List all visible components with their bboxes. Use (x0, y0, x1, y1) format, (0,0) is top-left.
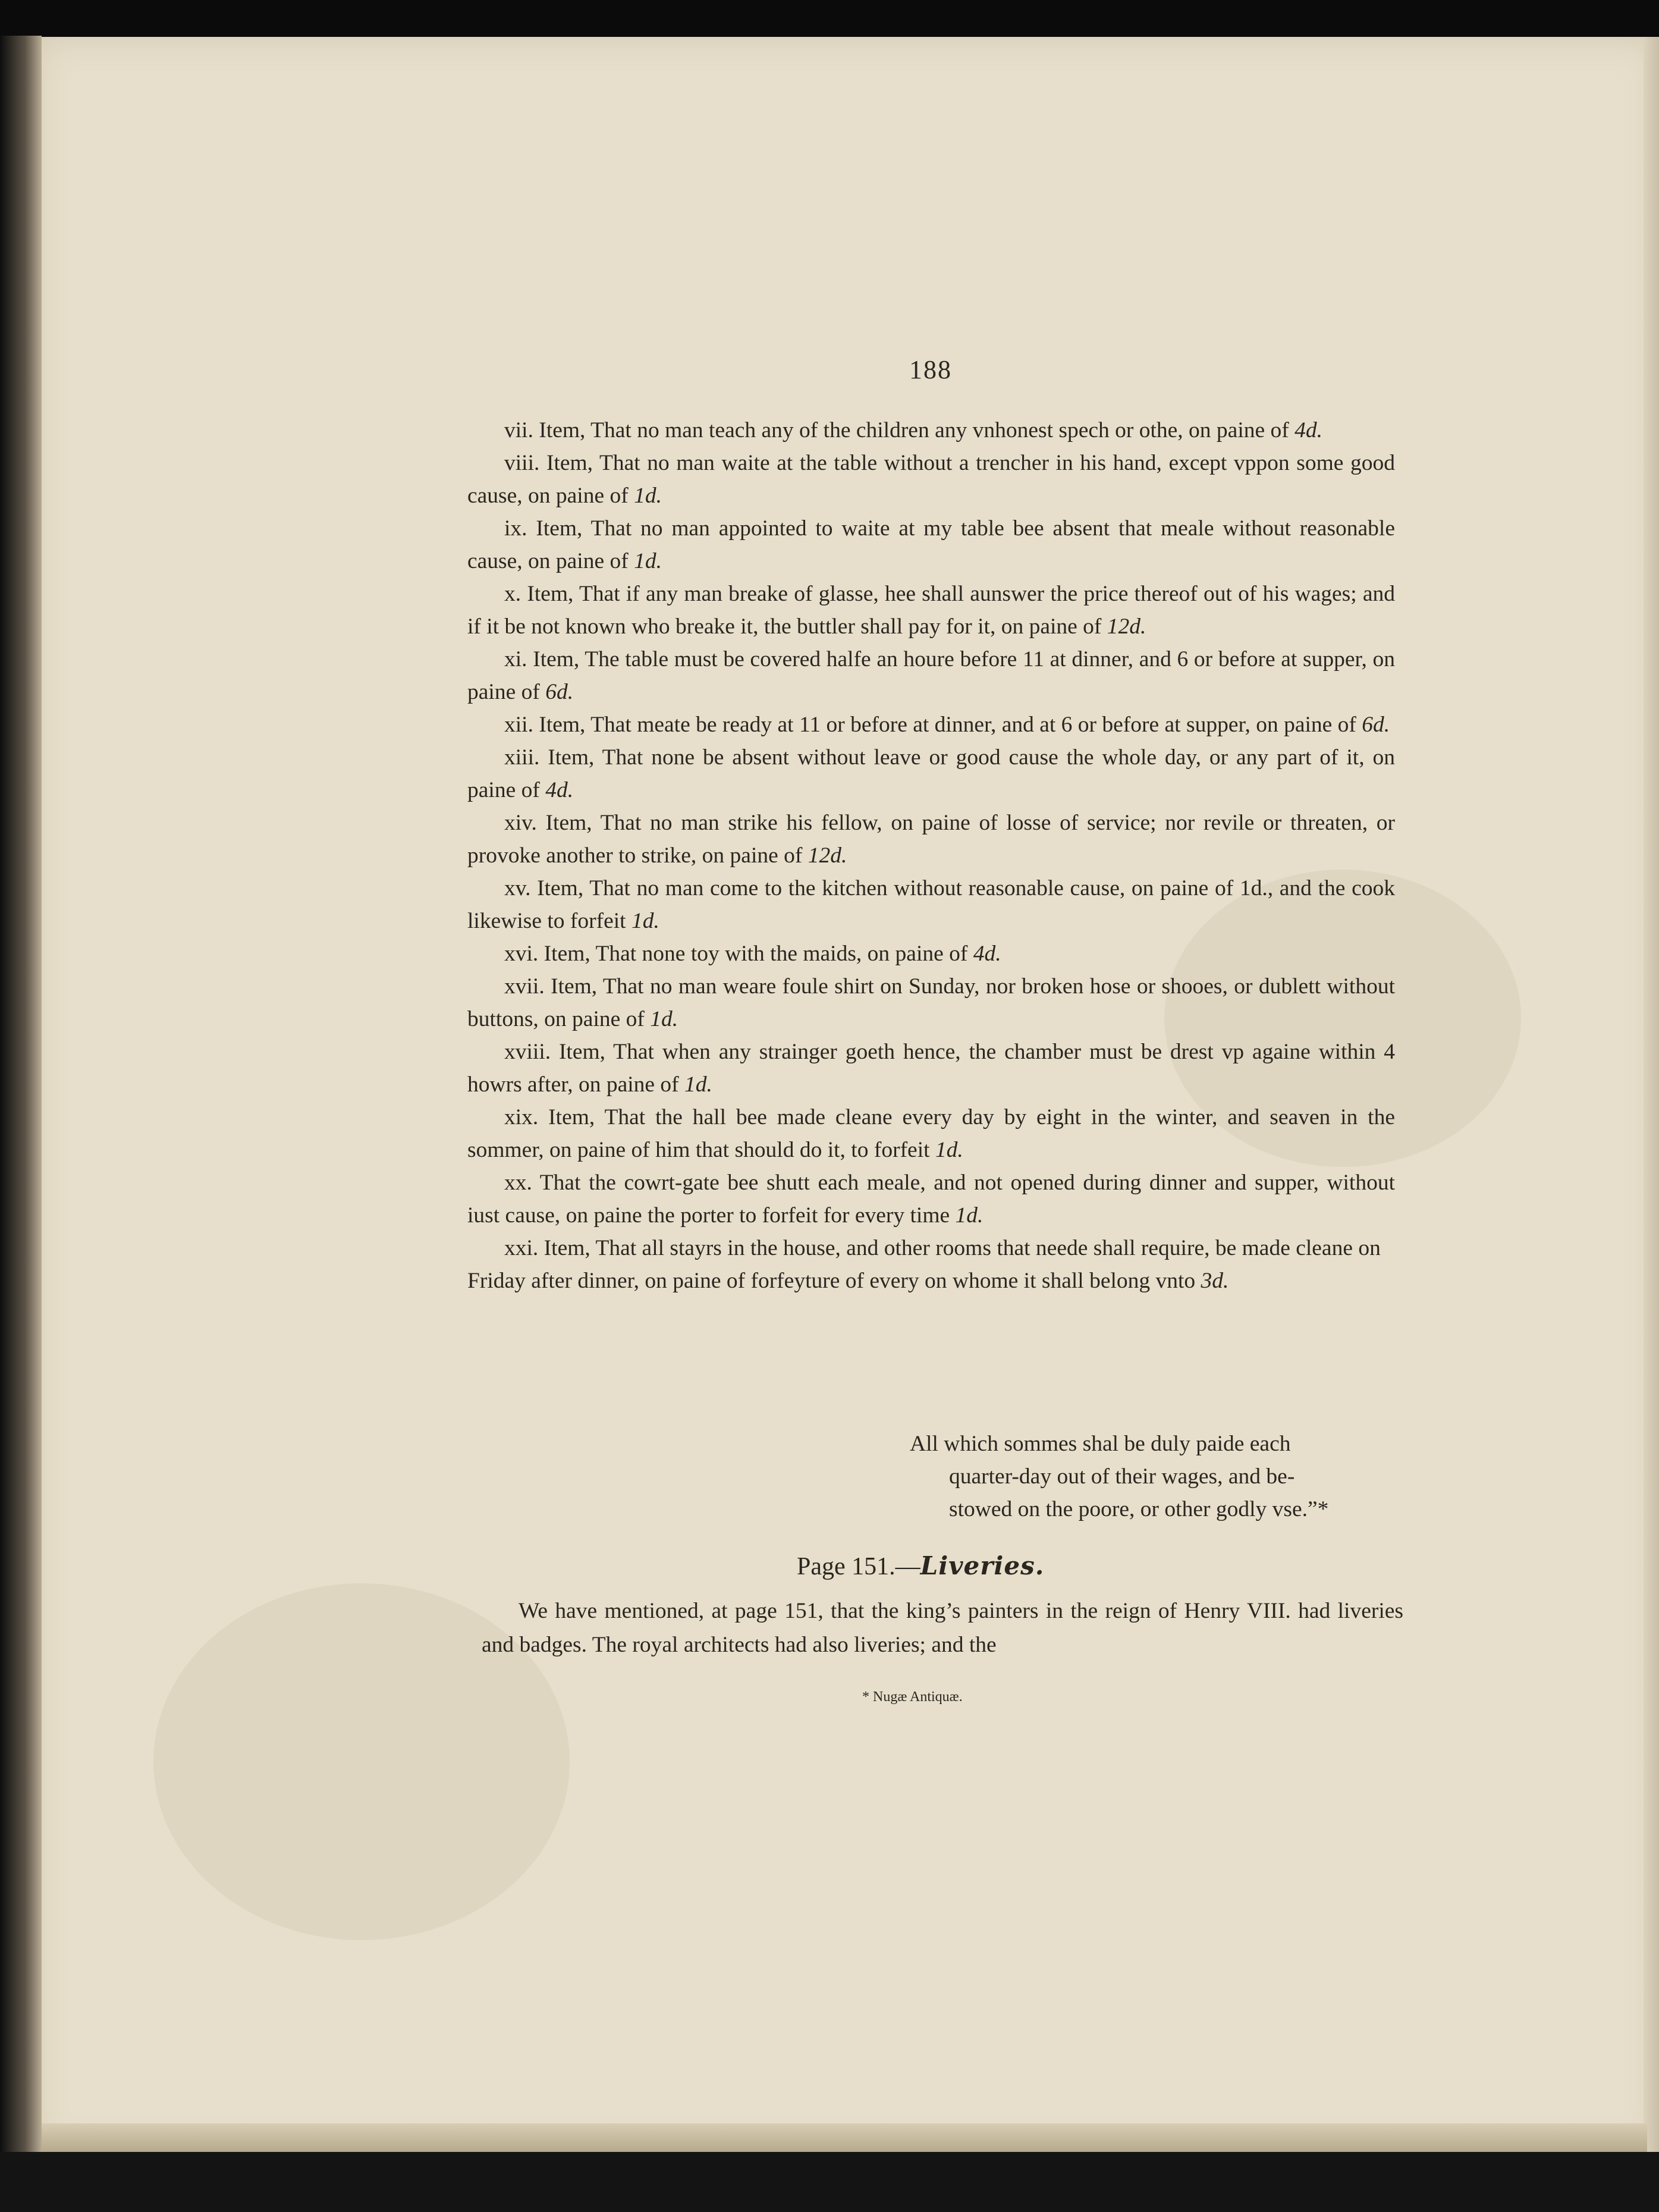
page-bottom-edge (42, 2123, 1647, 2152)
closing-line: All which sommes shal be duly paide each (910, 1432, 1291, 1456)
liveries-text: We have mentioned, at page 151, that the king’s painters in the reign of Henry VIII. had liveries and badges. The royal architects had also liveries; and the (482, 1599, 1403, 1657)
scan-bottom-border (0, 2152, 1659, 2212)
order-paragraph: x. Item, That if any man breake of glasse, hee shall aunswer the price thereof out of his wages; and if it be not known who breake it, the buttler shall pay for it, on paine of 12d. (467, 582, 1395, 639)
order-paragraph: xx. That the cowrt-gate bee shutt each meale, and not opened during dinner and supper, without iust cause, on paine the porter to forfeit for every time 1d. (467, 1171, 1395, 1228)
order-paragraph: vii. Item, That no man teach any of the children any vnhonest spech or othe, on paine of 4d. (504, 418, 1323, 443)
page-left-edge (0, 36, 42, 2177)
section-heading (797, 1551, 1154, 1581)
page-right-edge (1644, 37, 1659, 2152)
closing-line: quarter-day out of their wages, and be- (949, 1464, 1295, 1489)
order-paragraph: xii. Item, That meate be ready at 11 or before at dinner, and at 6 or before at supper, on paine of 6d. (504, 713, 1390, 737)
order-paragraph: xvi. Item, That none toy with the maids, on paine of 4d. (504, 942, 1001, 966)
section-title: Liveries. (920, 1551, 1045, 1580)
order-paragraph: xxi. Item, That all stayrs in the house, and other rooms that neede shall require, be made cleane on Friday after dinner, on paine of forfeyture of every on whome it shall belong vnto 3d. (467, 1236, 1381, 1293)
section-page-ref: Page 151.— (797, 1553, 920, 1580)
closing-clause (910, 1427, 1397, 1526)
order-paragraph: xviii. Item, That when any strainger goeth hence, the chamber must be drest vp againe within 4 howrs after, on paine of 1d. (467, 1040, 1395, 1097)
closing-line: stowed on the poore, or other godly vse.”* (949, 1497, 1329, 1521)
household-orders (467, 414, 1395, 1297)
liveries-paragraph (482, 1594, 1403, 1662)
order-paragraph: xiv. Item, That no man strike his fellow, on paine of losse of service; nor revile or threaten, or provoke another to strike, on paine of 12d. (467, 811, 1395, 868)
order-paragraph: viii. Item, That no man waite at the table without a trencher in his hand, except vppon some good cause, on paine of 1d. (467, 451, 1395, 508)
page-number: 188 (909, 355, 952, 384)
footnote: * Nugæ Antiquæ. (862, 1689, 963, 1705)
order-paragraph: xvii. Item, That no man weare foule shirt on Sunday, nor broken hose or shooes, or dublett without buttons, on paine of 1d. (467, 974, 1395, 1031)
order-paragraph: xi. Item, The table must be covered halfe an houre before 11 at dinner, and 6 or before at supper, on paine of 6d. (467, 647, 1395, 704)
order-paragraph: xiii. Item, That none be absent without leave or good cause the whole day, or any part of it, on paine of 4d. (467, 745, 1395, 802)
order-paragraph: ix. Item, That no man appointed to waite at my table bee absent that meale without reasonable cause, on paine of 1d. (467, 516, 1395, 573)
order-paragraph: xv. Item, That no man come to the kitchen without reasonable cause, on paine of 1d., and the cook likewise to forfeit 1d. (467, 876, 1395, 933)
order-paragraph: xix. Item, That the hall bee made cleane every day by eight in the winter, and seaven in the sommer, on paine of him that should do it, to forfeit 1d. (467, 1105, 1395, 1162)
